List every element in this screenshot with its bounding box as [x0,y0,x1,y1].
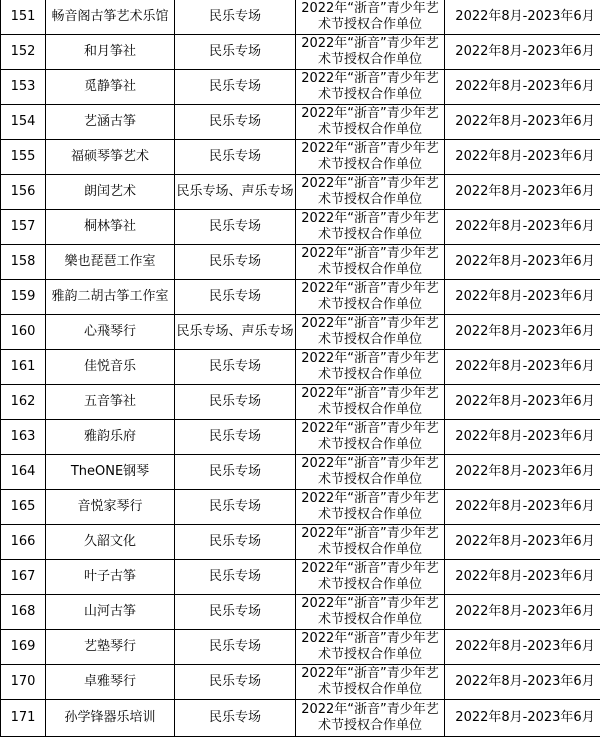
table-row [1,245,600,280]
partner-role: 2022年“浙音”青少年艺术节授权合作单位 [296,140,445,175]
organization-name: 桐林筝社 [46,210,175,245]
partner-role: 2022年“浙音”青少年艺术节授权合作单位 [296,700,445,737]
table-row [1,455,600,490]
authorization-period: 2022年8月-2023年6月 [445,315,600,350]
organization-name: 卓雅琴行 [46,665,175,700]
row-number: 167 [1,560,46,595]
authorization-period: 2022年8月-2023年6月 [445,245,600,280]
row-number: 154 [1,105,46,140]
partner-role: 2022年“浙音”青少年艺术节授权合作单位 [296,455,445,490]
partner-role: 2022年“浙音”青少年艺术节授权合作单位 [296,315,445,350]
row-number: 169 [1,630,46,665]
row-number: 156 [1,175,46,210]
authorization-period: 2022年8月-2023年6月 [445,420,600,455]
row-number: 153 [1,70,46,105]
row-number: 168 [1,595,46,630]
row-number: 161 [1,350,46,385]
event-type: 民乐专场 [175,210,296,245]
organization-name: TheONE钢琴 [46,455,175,490]
partner-role: 2022年“浙音”青少年艺术节授权合作单位 [296,175,445,210]
partner-role: 2022年“浙音”青少年艺术节授权合作单位 [296,70,445,105]
authorization-period: 2022年8月-2023年6月 [445,595,600,630]
row-number: 166 [1,525,46,560]
organization-name: 觅静筝社 [46,70,175,105]
authorization-period: 2022年8月-2023年6月 [445,70,600,105]
table-row [1,280,600,315]
organization-name: 雅韵乐府 [46,420,175,455]
row-number: 171 [1,700,46,737]
table-row [1,140,600,175]
event-type: 民乐专场 [175,490,296,525]
partner-role: 2022年“浙音”青少年艺术节授权合作单位 [296,525,445,560]
table-row [1,630,600,665]
authorization-period: 2022年8月-2023年6月 [445,490,600,525]
authorization-period: 2022年8月-2023年6月 [445,560,600,595]
partner-role: 2022年“浙音”青少年艺术节授权合作单位 [296,350,445,385]
event-type: 民乐专场 [175,350,296,385]
row-number: 158 [1,245,46,280]
partner-table-body [1,0,600,737]
authorization-period: 2022年8月-2023年6月 [445,455,600,490]
table-row [1,175,600,210]
table-row [1,700,600,737]
table-row [1,525,600,560]
table-row [1,385,600,420]
authorization-period: 2022年8月-2023年6月 [445,350,600,385]
event-type: 民乐专场 [175,385,296,420]
event-type: 民乐专场 [175,35,296,70]
table-row [1,420,600,455]
partner-role: 2022年“浙音”青少年艺术节授权合作单位 [296,595,445,630]
row-number: 151 [1,0,46,35]
partner-role: 2022年“浙音”青少年艺术节授权合作单位 [296,280,445,315]
event-type: 民乐专场 [175,70,296,105]
table-row [1,315,600,350]
row-number: 157 [1,210,46,245]
row-number: 164 [1,455,46,490]
table-row [1,210,600,245]
authorization-period: 2022年8月-2023年6月 [445,385,600,420]
partner-role: 2022年“浙音”青少年艺术节授权合作单位 [296,665,445,700]
organization-name: 音悦家琴行 [46,490,175,525]
authorization-period: 2022年8月-2023年6月 [445,630,600,665]
authorization-period: 2022年8月-2023年6月 [445,210,600,245]
partner-role: 2022年“浙音”青少年艺术节授权合作单位 [296,420,445,455]
partner-role: 2022年“浙音”青少年艺术节授权合作单位 [296,490,445,525]
row-number: 162 [1,385,46,420]
organization-name: 和月筝社 [46,35,175,70]
partner-role: 2022年“浙音”青少年艺术节授权合作单位 [296,210,445,245]
event-type: 民乐专场 [175,245,296,280]
organization-name: 朗闰艺术 [46,175,175,210]
row-number: 160 [1,315,46,350]
event-type: 民乐专场 [175,700,296,737]
organization-name: 山河古筝 [46,595,175,630]
row-number: 163 [1,420,46,455]
event-type: 民乐专场 [175,0,296,35]
organization-name: 叶子古筝 [46,560,175,595]
table-row [1,560,600,595]
table-row [1,665,600,700]
partner-role: 2022年“浙音”青少年艺术节授权合作单位 [296,0,445,35]
table-row [1,35,600,70]
organization-name: 雅韵二胡古筝工作室 [46,280,175,315]
organization-name: 畅音阁古筝艺术乐馆 [46,0,175,35]
event-type: 民乐专场 [175,105,296,140]
partner-role: 2022年“浙音”青少年艺术节授权合作单位 [296,245,445,280]
partner-role: 2022年“浙音”青少年艺术节授权合作单位 [296,35,445,70]
authorization-period: 2022年8月-2023年6月 [445,525,600,560]
authorization-period: 2022年8月-2023年6月 [445,175,600,210]
partner-role: 2022年“浙音”青少年艺术节授权合作单位 [296,630,445,665]
organization-name: 佳悦音乐 [46,350,175,385]
partner-role: 2022年“浙音”青少年艺术节授权合作单位 [296,105,445,140]
table-row [1,595,600,630]
row-number: 159 [1,280,46,315]
event-type: 民乐专场 [175,280,296,315]
event-type: 民乐专场 [175,420,296,455]
event-type: 民乐专场 [175,665,296,700]
event-type: 民乐专场 [175,560,296,595]
partner-role: 2022年“浙音”青少年艺术节授权合作单位 [296,560,445,595]
authorization-period: 2022年8月-2023年6月 [445,105,600,140]
authorization-period: 2022年8月-2023年6月 [445,280,600,315]
authorization-period: 2022年8月-2023年6月 [445,140,600,175]
organization-name: 心飛琴行 [46,315,175,350]
event-type: 民乐专场 [175,630,296,665]
event-type: 民乐专场 [175,455,296,490]
table-row [1,105,600,140]
authorization-period: 2022年8月-2023年6月 [445,665,600,700]
authorization-period: 2022年8月-2023年6月 [445,0,600,35]
row-number: 152 [1,35,46,70]
event-type: 民乐专场 [175,595,296,630]
organization-name: 福硕琴筝艺术 [46,140,175,175]
organization-name: 艺涵古筝 [46,105,175,140]
authorization-period: 2022年8月-2023年6月 [445,35,600,70]
authorization-period: 2022年8月-2023年6月 [445,700,600,737]
row-number: 170 [1,665,46,700]
table-row [1,70,600,105]
organization-name: 樂也琵琶工作室 [46,245,175,280]
organization-name: 久韶文化 [46,525,175,560]
organization-name: 孙学锋器乐培训 [46,700,175,737]
event-type: 民乐专场、声乐专场 [175,315,296,350]
partner-role: 2022年“浙音”青少年艺术节授权合作单位 [296,385,445,420]
table-row [1,490,600,525]
event-type: 民乐专场 [175,140,296,175]
event-type: 民乐专场、声乐专场 [175,175,296,210]
row-number: 155 [1,140,46,175]
row-number: 165 [1,490,46,525]
table-row [1,350,600,385]
event-type: 民乐专场 [175,525,296,560]
organization-name: 五音筝社 [46,385,175,420]
organization-name: 艺塾琴行 [46,630,175,665]
table-row [1,0,600,35]
